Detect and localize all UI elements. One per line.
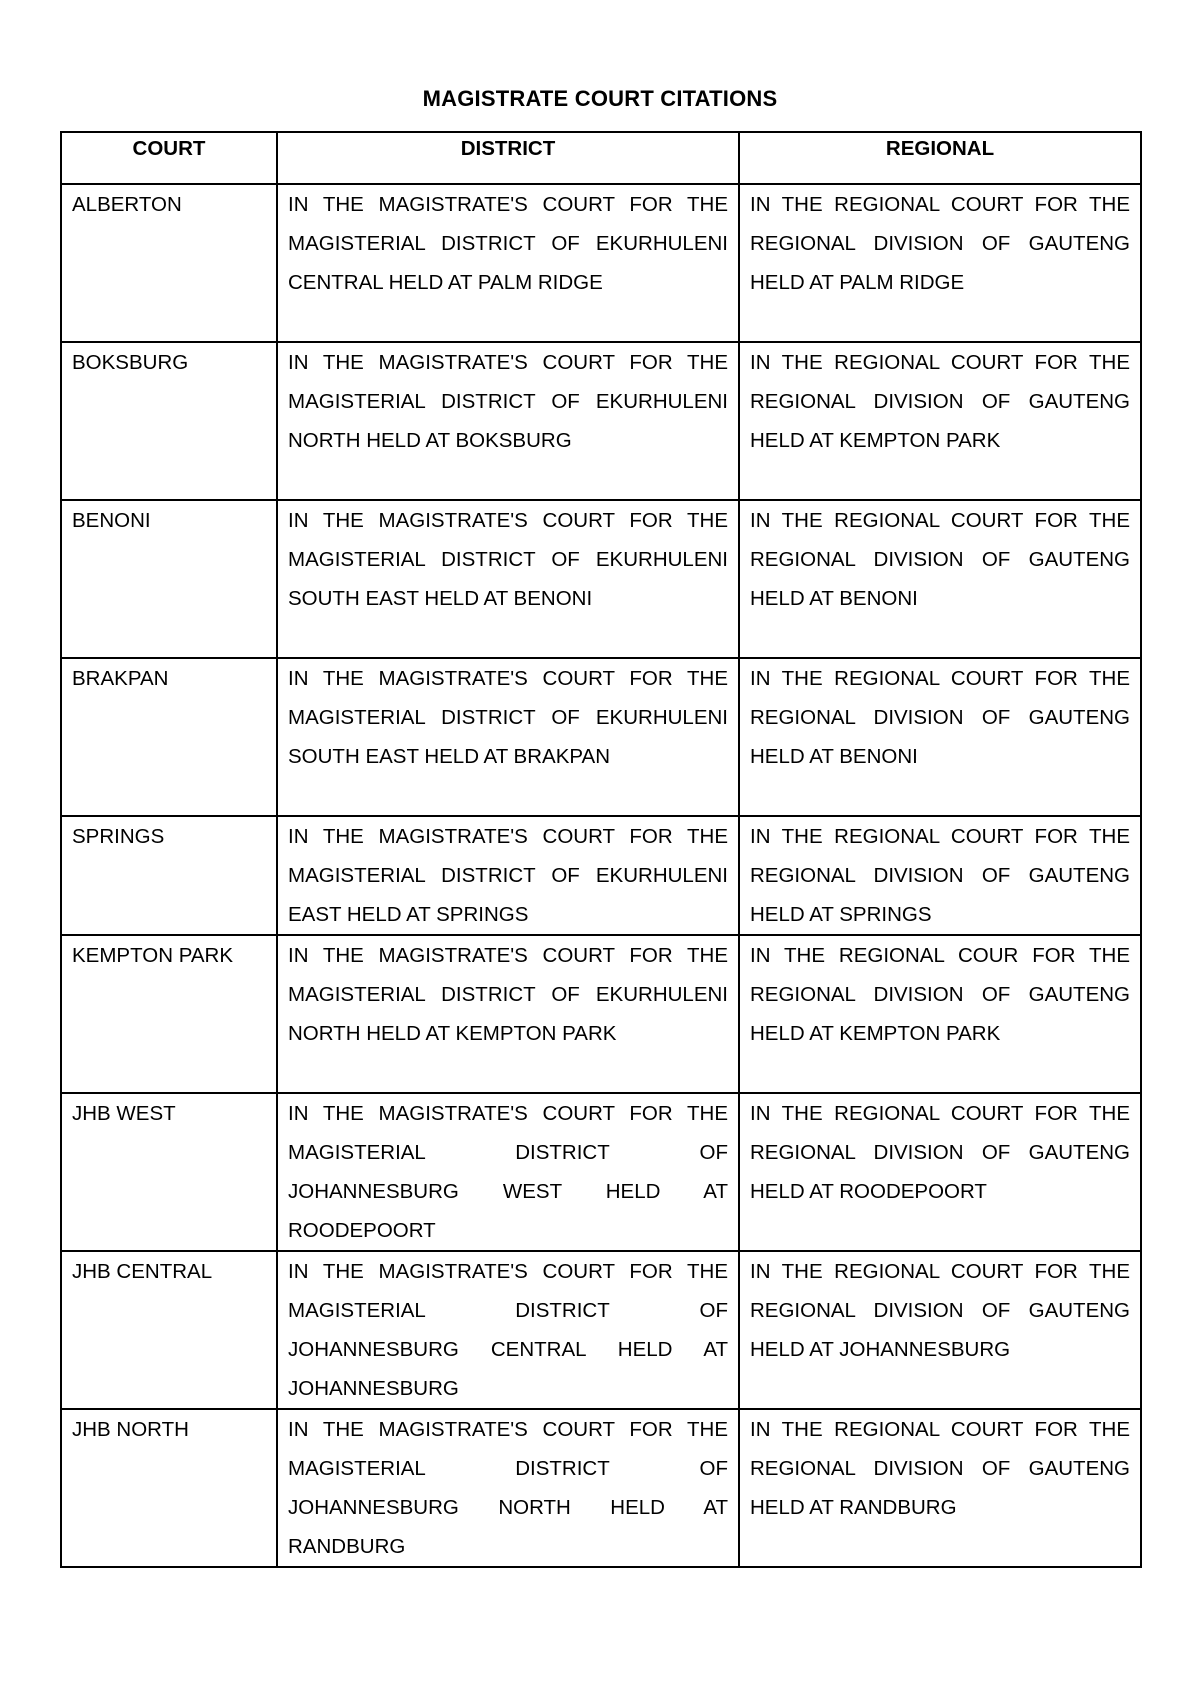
table-row (61, 500, 1141, 658)
court-cell: SPRINGS (61, 816, 277, 935)
table-row (61, 658, 1141, 816)
district-cell: IN THE MAGISTRATE'S COURT FOR THE MAGISTERIAL DISTRICT OF EKURHULENI EAST HELD AT SPRINGS (277, 816, 739, 935)
regional-cell: IN THE REGIONAL COURT FOR THE REGIONAL DIVISION OF GAUTENG HELD AT BENONI (739, 500, 1141, 658)
district-cell: IN THE MAGISTRATE'S COURT FOR THE MAGISTERIAL DISTRICT OF JOHANNESBURG NORTH HELD AT RANDBURG (277, 1409, 739, 1567)
regional-cell: IN THE REGIONAL COURT FOR THE REGIONAL DIVISION OF GAUTENG HELD AT BENONI (739, 658, 1141, 816)
regional-cell: IN THE REGIONAL COURT FOR THE REGIONAL DIVISION OF GAUTENG HELD AT ROODEPOORT (739, 1093, 1141, 1251)
regional-cell: IN THE REGIONAL COURT FOR THE REGIONAL DIVISION OF GAUTENG HELD AT RANDBURG (739, 1409, 1141, 1567)
regional-cell: IN THE REGIONAL COURT FOR THE REGIONAL DIVISION OF GAUTENG HELD AT SPRINGS (739, 816, 1141, 935)
court-cell: JHB WEST (61, 1093, 277, 1251)
table-row (61, 1409, 1141, 1567)
table-row (61, 935, 1141, 1093)
court-cell: JHB NORTH (61, 1409, 277, 1567)
table-row (61, 1093, 1141, 1251)
regional-cell: IN THE REGIONAL COURT FOR THE REGIONAL DIVISION OF GAUTENG HELD AT PALM RIDGE (739, 184, 1141, 342)
district-cell: IN THE MAGISTRATE'S COURT FOR THE MAGISTERIAL DISTRICT OF JOHANNESBURG CENTRAL HELD AT JOHANNESBURG (277, 1251, 739, 1409)
court-cell: BOKSBURG (61, 342, 277, 500)
citations-table (60, 131, 1142, 1568)
regional-cell: IN THE REGIONAL COURT FOR THE REGIONAL DIVISION OF GAUTENG HELD AT KEMPTON PARK (739, 342, 1141, 500)
header-row (61, 132, 1141, 184)
page-title: MAGISTRATE COURT CITATIONS (422, 86, 778, 111)
district-cell: IN THE MAGISTRATE'S COURT FOR THE MAGISTERIAL DISTRICT OF EKURHULENI NORTH HELD AT BOKSBURG (277, 342, 739, 500)
district-cell: IN THE MAGISTRATE'S COURT FOR THE MAGISTERIAL DISTRICT OF EKURHULENI NORTH HELD AT KEMPTON PARK (277, 935, 739, 1093)
column-header-regional: REGIONAL (739, 132, 1141, 184)
court-cell: KEMPTON PARK (61, 935, 277, 1093)
regional-cell: IN THE REGIONAL COURT FOR THE REGIONAL DIVISION OF GAUTENG HELD AT JOHANNESBURG (739, 1251, 1141, 1409)
regional-cell: IN THE REGIONAL COUR FOR THE REGIONAL DIVISION OF GAUTENG HELD AT KEMPTON PARK (739, 935, 1141, 1093)
court-cell: ALBERTON (61, 184, 277, 342)
table-row (61, 342, 1141, 500)
district-cell: IN THE MAGISTRATE'S COURT FOR THE MAGISTERIAL DISTRICT OF EKURHULENI CENTRAL HELD AT PALM RIDGE (277, 184, 739, 342)
district-cell: IN THE MAGISTRATE'S COURT FOR THE MAGISTERIAL DISTRICT OF EKURHULENI SOUTH EAST HELD AT BRAKPAN (277, 658, 739, 816)
column-header-district: DISTRICT (277, 132, 739, 184)
column-header-court: COURT (61, 132, 277, 184)
court-cell: BENONI (61, 500, 277, 658)
court-cell: JHB CENTRAL (61, 1251, 277, 1409)
district-cell: IN THE MAGISTRATE'S COURT FOR THE MAGISTERIAL DISTRICT OF JOHANNESBURG WEST HELD AT ROODEPOORT (277, 1093, 739, 1251)
table-row (61, 1251, 1141, 1409)
district-cell: IN THE MAGISTRATE'S COURT FOR THE MAGISTERIAL DISTRICT OF EKURHULENI SOUTH EAST HELD AT BENONI (277, 500, 739, 658)
court-cell: BRAKPAN (61, 658, 277, 816)
table-row (61, 184, 1141, 342)
table-row (61, 816, 1141, 935)
